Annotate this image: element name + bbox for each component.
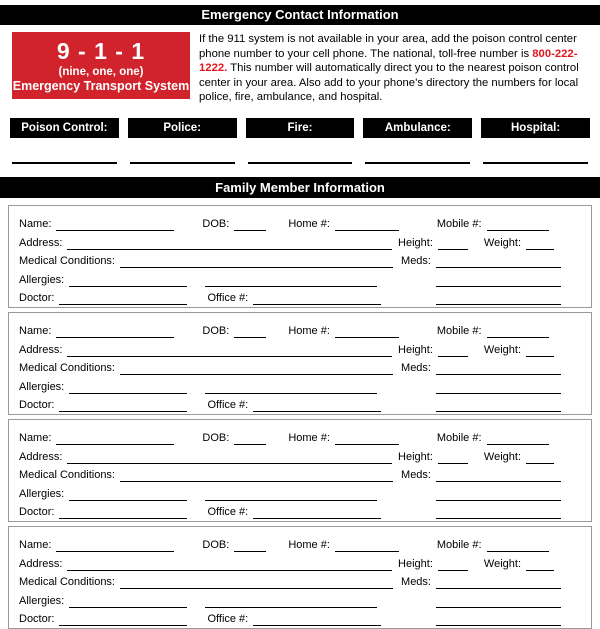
doctor-input-line[interactable] xyxy=(59,411,187,412)
allergies-label: Allergies: xyxy=(19,273,65,286)
name-input-line[interactable] xyxy=(56,551,174,552)
medical-conditions-input-line[interactable] xyxy=(120,481,393,482)
doctor-label: Doctor: xyxy=(19,398,55,411)
badge-system-label: Emergency Transport System xyxy=(12,79,190,93)
dob-input-line[interactable] xyxy=(234,337,266,338)
address-label: Address: xyxy=(19,343,63,356)
allergies-label: Allergies: xyxy=(19,487,65,500)
name-input-line[interactable] xyxy=(56,230,174,231)
name-label: Name: xyxy=(19,325,52,338)
poison-control-paragraph xyxy=(199,32,588,105)
emergency-contacts-row xyxy=(10,118,590,138)
height-input-line[interactable] xyxy=(438,463,468,464)
allergies-input-line[interactable] xyxy=(69,607,187,608)
mobile-phone-input-line[interactable] xyxy=(487,444,549,445)
meds-continuation-line-2[interactable] xyxy=(436,411,561,412)
height-input-line[interactable] xyxy=(438,570,468,571)
meds-input-line[interactable] xyxy=(436,588,561,589)
meds-continuation-line-2[interactable] xyxy=(436,304,561,305)
meds-input-line[interactable] xyxy=(436,481,561,482)
allergies-continuation-line[interactable] xyxy=(205,393,377,394)
weight-label: Weight: xyxy=(483,236,521,249)
office-phone-label: Office #: xyxy=(207,398,249,411)
doctor-label: Doctor: xyxy=(19,612,55,625)
medical-conditions-input-line[interactable] xyxy=(120,588,393,589)
office-phone-input-line[interactable] xyxy=(253,304,381,305)
contact-label-ambulance: Ambulance: xyxy=(384,121,451,134)
contact-line-poison-control[interactable] xyxy=(12,162,117,164)
mobile-phone-label: Mobile #: xyxy=(436,539,482,552)
contact-label-police: Police: xyxy=(163,121,202,134)
member-row-medical xyxy=(19,357,581,375)
dob-input-line[interactable] xyxy=(234,444,266,445)
name-input-line[interactable] xyxy=(56,444,174,445)
member-row-medical xyxy=(19,571,581,589)
doctor-input-line[interactable] xyxy=(59,304,187,305)
home-phone-label: Home #: xyxy=(288,432,330,445)
member-row-address xyxy=(19,552,581,570)
contact-line-fire[interactable] xyxy=(248,162,353,164)
weight-input-line[interactable] xyxy=(526,249,554,250)
address-input-line[interactable] xyxy=(67,463,392,464)
meds-continuation-line-1[interactable] xyxy=(436,500,561,501)
family-member-card xyxy=(8,205,592,308)
member-row-allergies xyxy=(19,375,581,393)
weight-label: Weight: xyxy=(483,343,521,356)
contact-box-hospital xyxy=(481,118,590,138)
doctor-input-line[interactable] xyxy=(59,625,187,626)
member-row-doctor xyxy=(19,501,581,519)
address-label: Address: xyxy=(19,236,63,249)
meds-input-line[interactable] xyxy=(436,374,561,375)
call-911-badge xyxy=(12,32,190,99)
mobile-phone-input-line[interactable] xyxy=(487,337,549,338)
medical-conditions-label: Medical Conditions: xyxy=(19,362,115,375)
office-phone-input-line[interactable] xyxy=(253,518,381,519)
contact-box-poison-control xyxy=(10,118,119,138)
contact-line-ambulance[interactable] xyxy=(365,162,470,164)
office-phone-label: Office #: xyxy=(207,291,249,304)
office-phone-label: Office #: xyxy=(207,612,249,625)
address-label: Address: xyxy=(19,450,63,463)
family-section-title: Family Member Information xyxy=(215,179,385,195)
dob-input-line[interactable] xyxy=(234,230,266,231)
badge-911-words: (nine, one, one) xyxy=(58,66,144,78)
member-row-address xyxy=(19,231,581,249)
member-row-medical xyxy=(19,250,581,268)
height-input-line[interactable] xyxy=(438,356,468,357)
meds-label: Meds: xyxy=(401,469,431,482)
member-row-name xyxy=(19,320,581,338)
meds-continuation-line-1[interactable] xyxy=(436,286,561,287)
allergies-continuation-line[interactable] xyxy=(205,500,377,501)
address-input-line[interactable] xyxy=(67,356,392,357)
medical-conditions-input-line[interactable] xyxy=(120,267,393,268)
allergies-label: Allergies: xyxy=(19,380,65,393)
mobile-phone-label: Mobile #: xyxy=(436,218,482,231)
meds-continuation-line-1[interactable] xyxy=(436,607,561,608)
weight-input-line[interactable] xyxy=(526,463,554,464)
name-input-line[interactable] xyxy=(56,337,174,338)
contact-label-hospital: Hospital: xyxy=(510,121,561,134)
member-row-doctor xyxy=(19,287,581,305)
paragraph-text-before: If the 911 system is not available in your area, add the poison control center phone number to your cell phone. The national, toll-free number is xyxy=(199,33,577,60)
office-phone-input-line[interactable] xyxy=(253,411,381,412)
meds-continuation-line-2[interactable] xyxy=(436,518,561,519)
mobile-phone-input-line[interactable] xyxy=(487,551,549,552)
meds-continuation-line-1[interactable] xyxy=(436,393,561,394)
home-phone-input-line[interactable] xyxy=(335,230,399,231)
medical-conditions-input-line[interactable] xyxy=(120,374,393,375)
name-label: Name: xyxy=(19,432,52,445)
allergies-label: Allergies: xyxy=(19,594,65,607)
weight-label: Weight: xyxy=(483,450,521,463)
family-member-card xyxy=(8,526,592,629)
doctor-label: Doctor: xyxy=(19,505,55,518)
home-phone-input-line[interactable] xyxy=(335,551,399,552)
medical-conditions-label: Medical Conditions: xyxy=(19,469,115,482)
meds-label: Meds: xyxy=(401,362,431,375)
office-phone-label: Office #: xyxy=(207,505,249,518)
member-row-allergies xyxy=(19,482,581,500)
member-row-name xyxy=(19,534,581,552)
family-member-card xyxy=(8,419,592,522)
member-row-name xyxy=(19,213,581,231)
member-row-allergies xyxy=(19,589,581,607)
meds-continuation-line-2[interactable] xyxy=(436,625,561,626)
home-phone-input-line[interactable] xyxy=(335,444,399,445)
allergies-input-line[interactable] xyxy=(69,286,187,287)
mobile-phone-input-line[interactable] xyxy=(487,230,549,231)
contact-line-police[interactable] xyxy=(130,162,235,164)
medical-conditions-label: Medical Conditions: xyxy=(19,255,115,268)
contact-label-poison-control: Poison Control: xyxy=(21,121,108,134)
meds-label: Meds: xyxy=(401,255,431,268)
home-phone-label: Home #: xyxy=(288,325,330,338)
family-member-card xyxy=(8,312,592,415)
dob-label: DOB: xyxy=(202,325,230,338)
emergency-section-header xyxy=(0,5,600,25)
height-label: Height: xyxy=(398,450,433,463)
meds-label: Meds: xyxy=(401,576,431,589)
mobile-phone-label: Mobile #: xyxy=(436,432,482,445)
home-phone-input-line[interactable] xyxy=(335,337,399,338)
poison-control-phone: 800-222-1222. xyxy=(199,47,578,75)
allergies-continuation-line[interactable] xyxy=(205,286,377,287)
member-row-doctor xyxy=(19,394,581,412)
family-members-list xyxy=(0,205,600,629)
dob-label: DOB: xyxy=(202,432,230,445)
member-row-address xyxy=(19,445,581,463)
allergies-input-line[interactable] xyxy=(69,393,187,394)
address-input-line[interactable] xyxy=(67,570,392,571)
doctor-label: Doctor: xyxy=(19,291,55,304)
member-row-address xyxy=(19,338,581,356)
dob-label: DOB: xyxy=(202,539,230,552)
allergies-input-line[interactable] xyxy=(69,500,187,501)
name-label: Name: xyxy=(19,218,52,231)
mobile-phone-label: Mobile #: xyxy=(436,325,482,338)
meds-input-line[interactable] xyxy=(436,267,561,268)
dob-label: DOB: xyxy=(202,218,230,231)
member-row-medical xyxy=(19,464,581,482)
family-section-header xyxy=(0,177,600,198)
contact-box-fire xyxy=(246,118,355,138)
doctor-input-line[interactable] xyxy=(59,518,187,519)
height-label: Height: xyxy=(398,343,433,356)
member-row-name xyxy=(19,427,581,445)
paragraph-text-after: This number will automatically direct you to the nearest poison control center in your area. Also add to your phone’s directory the numbers for local police, fire, ambulance, and hospital. xyxy=(199,62,579,104)
home-phone-label: Home #: xyxy=(288,218,330,231)
member-row-doctor xyxy=(19,608,581,626)
member-row-allergies xyxy=(19,268,581,286)
weight-label: Weight: xyxy=(483,557,521,570)
medical-conditions-label: Medical Conditions: xyxy=(19,576,115,589)
contact-line-hospital[interactable] xyxy=(483,162,588,164)
weight-input-line[interactable] xyxy=(526,570,554,571)
address-input-line[interactable] xyxy=(67,249,392,250)
badge-911-number: 9 - 1 - 1 xyxy=(56,38,146,64)
contact-box-police xyxy=(128,118,237,138)
emergency-contact-lines-row xyxy=(10,162,590,164)
height-label: Height: xyxy=(398,557,433,570)
office-phone-input-line[interactable] xyxy=(253,625,381,626)
info-section xyxy=(12,32,588,105)
name-label: Name: xyxy=(19,539,52,552)
height-label: Height: xyxy=(398,236,433,249)
address-label: Address: xyxy=(19,557,63,570)
emergency-section-title: Emergency Contact Information xyxy=(201,7,399,22)
contact-box-ambulance xyxy=(363,118,472,138)
weight-input-line[interactable] xyxy=(526,356,554,357)
allergies-continuation-line[interactable] xyxy=(205,607,377,608)
dob-input-line[interactable] xyxy=(234,551,266,552)
home-phone-label: Home #: xyxy=(288,539,330,552)
height-input-line[interactable] xyxy=(438,249,468,250)
contact-label-fire: Fire: xyxy=(287,121,313,134)
